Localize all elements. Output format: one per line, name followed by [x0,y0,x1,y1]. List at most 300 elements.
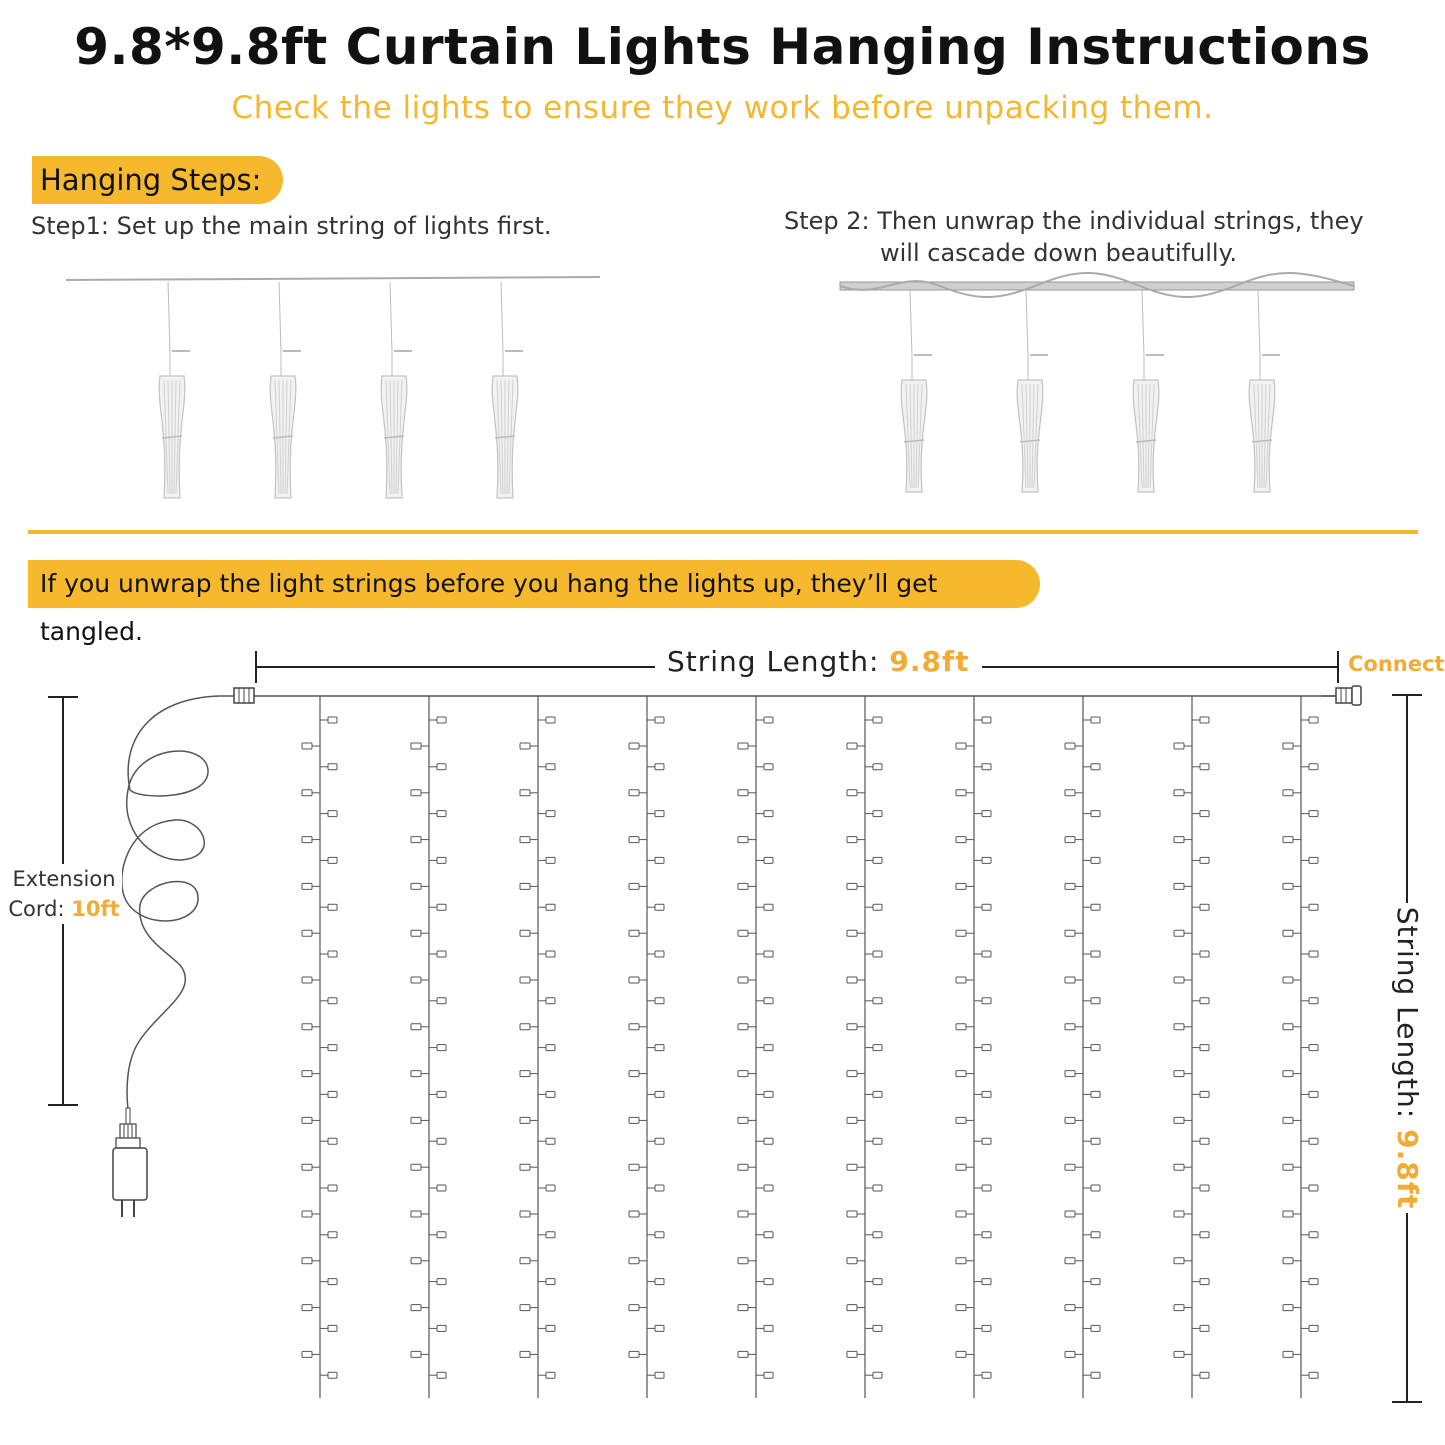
bulb [873,1138,882,1144]
bulb [1174,930,1184,936]
bulb [847,790,857,796]
bulb [411,930,421,936]
bulb [1065,1024,1075,1030]
bulb [655,1232,664,1238]
bulb [328,1091,337,1097]
bulb [873,1279,882,1285]
bulb [1091,857,1100,863]
bulb [956,837,966,843]
bulb [738,1117,748,1123]
bulb [437,904,446,910]
extension-label-text: Cord: [8,897,72,921]
bulb [629,930,639,936]
bulb [546,1325,555,1331]
bulb [411,1211,421,1217]
bulb [1283,883,1293,889]
bulb [982,951,991,957]
light-bundle [270,282,301,498]
bulb [1200,1325,1209,1331]
bulb [520,1071,530,1077]
bulb [738,1211,748,1217]
bulb [1065,1164,1075,1170]
bulb [411,1164,421,1170]
extension-length-value: 10ft [71,897,120,921]
bulb [655,1091,664,1097]
bulb [655,717,664,723]
bulb [847,837,857,843]
bulb [302,790,312,796]
step1-text: Step1: Set up the main string of lights first. [31,212,552,240]
bulb [437,811,446,817]
bulb [1174,1071,1184,1077]
bulb [956,977,966,983]
bulb [437,857,446,863]
bulb [437,1138,446,1144]
bulb [629,743,639,749]
bulb [764,857,773,863]
left-connector [220,688,254,703]
bulb [873,951,882,957]
bulb [1200,951,1209,957]
bulb [738,1071,748,1077]
bulb [437,1279,446,1285]
bulb [1091,717,1100,723]
bulb [1174,1164,1184,1170]
extension-label-line1: Extension [12,867,116,891]
bulb [1200,1045,1209,1051]
bulb [1309,1279,1318,1285]
page-subtitle: Check the lights to ensure they work before unpacking them. [231,90,1214,126]
bulb [302,837,312,843]
bulb [1200,717,1209,723]
curtain-strands [302,696,1318,1398]
bulb [738,977,748,983]
bulb [328,1138,337,1144]
bulb [764,904,773,910]
bulb [328,857,337,863]
bulb [1283,743,1293,749]
curtain-strand [520,696,555,1398]
bulb [546,1279,555,1285]
bulb [437,1045,446,1051]
light-bundle [381,282,412,498]
step2-bundles [901,290,1280,492]
bulb [982,1325,991,1331]
bulb [302,743,312,749]
bulb [1174,790,1184,796]
bulb [847,1211,857,1217]
bulb [738,837,748,843]
bulb [1309,1232,1318,1238]
bulb [873,717,882,723]
bulb [764,811,773,817]
bulb [873,1185,882,1191]
bulb [956,1024,966,1030]
bulb [655,998,664,1004]
right-connector [1322,686,1361,705]
bulb [873,811,882,817]
bulb [847,1024,857,1030]
extension-cord-label [6,864,122,924]
bulb [764,717,773,723]
bulb [1200,998,1209,1004]
bulb [1091,1279,1100,1285]
bulb [328,1185,337,1191]
bulb [328,904,337,910]
bulb [520,743,530,749]
bulb [764,998,773,1004]
bulb [1283,1024,1293,1030]
bulb [302,1164,312,1170]
bulb [982,1279,991,1285]
bulb [1309,1185,1318,1191]
bulb [1174,1351,1184,1357]
bulb [1174,1024,1184,1030]
bulb [328,811,337,817]
bulb [411,1117,421,1123]
bulb [1200,1279,1209,1285]
bulb [411,1258,421,1264]
tangle-warning: If you unwrap the light strings before you hang the lights up, they’ll get tangled. [28,560,1040,608]
bulb [328,951,337,957]
bulb [1309,904,1318,910]
bulb [956,930,966,936]
bulb [1091,1185,1100,1191]
bulb [738,1164,748,1170]
bulb [411,1351,421,1357]
vertical-string-length-text: String Length: [1391,906,1424,1130]
bulb [520,977,530,983]
bulb [956,1258,966,1264]
bulb [738,1305,748,1311]
bulb [629,977,639,983]
bulb [1200,1091,1209,1097]
bulb [1309,1325,1318,1331]
bulb [738,1258,748,1264]
bulb [1065,743,1075,749]
bulb [956,883,966,889]
bulb [847,1305,857,1311]
bulb [629,883,639,889]
bulb [764,1091,773,1097]
bulb [1283,1258,1293,1264]
bulb [1091,1091,1100,1097]
bulb [629,1024,639,1030]
light-bundle [1249,290,1280,492]
bulb [520,883,530,889]
bulb [956,1211,966,1217]
bulb [873,904,882,910]
bulb [302,1305,312,1311]
bulb [655,904,664,910]
bulb [437,717,446,723]
vertical-string-length-label [1387,903,1427,1213]
bulb [1309,811,1318,817]
bulb [1283,1305,1293,1311]
bulb [546,951,555,957]
bulb [546,904,555,910]
bulb [738,1351,748,1357]
bulb [520,930,530,936]
bulb [1309,1138,1318,1144]
bulb [1174,743,1184,749]
bulb [764,1279,773,1285]
curtain-strand [629,696,664,1398]
bulb [655,1325,664,1331]
light-bundle [492,282,523,498]
bulb [302,1258,312,1264]
bulb [1065,977,1075,983]
bulb [546,998,555,1004]
bulb [1174,1258,1184,1264]
bulb [738,790,748,796]
bulb [847,977,857,983]
bulb [1174,883,1184,889]
bulb [873,1232,882,1238]
bulb [1174,837,1184,843]
bulb [520,1211,530,1217]
bulb [328,1325,337,1331]
bulb [982,1185,991,1191]
bulb [1174,977,1184,983]
bulb [847,930,857,936]
bulb [873,1325,882,1331]
bulb [302,1351,312,1357]
bulb [520,1117,530,1123]
bulb [437,1232,446,1238]
bulb [1091,1138,1100,1144]
bulb [437,998,446,1004]
bulb [1091,951,1100,957]
bulb [982,764,991,770]
string-length-text: String Length: [667,645,890,678]
bulb [546,811,555,817]
bulb [1200,1138,1209,1144]
bulb [1065,837,1075,843]
light-bundle [159,282,190,498]
bulb [1065,1258,1075,1264]
step1-main-string [66,277,600,280]
bulb [1309,857,1318,863]
bulb [956,1117,966,1123]
bulb [629,1351,639,1357]
bulb [411,1024,421,1030]
bulb [629,837,639,843]
bulb [1065,1211,1075,1217]
bulb [982,857,991,863]
bulb [629,790,639,796]
bulb [302,1071,312,1077]
bulb [520,790,530,796]
bulb [1065,790,1075,796]
bulb [411,883,421,889]
bulb [520,1305,530,1311]
curtain-strand [738,696,773,1398]
bulb [873,764,882,770]
bulb [1091,904,1100,910]
bulb [847,1117,857,1123]
step1-bundles [159,282,523,498]
bulb [1091,1045,1100,1051]
bulb [546,1138,555,1144]
bulb [1283,930,1293,936]
bulb [302,1024,312,1030]
bulb [1309,1372,1318,1378]
bulb [1283,1117,1293,1123]
bulb [655,857,664,863]
bulb [655,1372,664,1378]
bulb [764,1232,773,1238]
bulb [546,1232,555,1238]
bulb [1283,790,1293,796]
bulb [956,790,966,796]
bulb [411,977,421,983]
bulb [1200,904,1209,910]
extension-label-line2 [6,894,122,924]
power-adapter [113,1108,147,1217]
bulb [764,1138,773,1144]
bulb [520,1351,530,1357]
bulb [1065,883,1075,889]
bulb [655,1185,664,1191]
bulb [956,1164,966,1170]
bulb [411,743,421,749]
string-length-value: 9.8ft [889,645,970,678]
bulb [1091,1372,1100,1378]
page-title: 9.8*9.8ft Curtain Lights Hanging Instructions [74,18,1371,76]
bulb [1065,1071,1075,1077]
bulb [546,1091,555,1097]
bulb [437,1091,446,1097]
hanging-steps-heading: Hanging Steps: [32,156,283,204]
bulb [328,1372,337,1378]
bulb [956,1351,966,1357]
bulb [873,1045,882,1051]
bulb [302,1211,312,1217]
bulb [437,1372,446,1378]
bulb [546,1185,555,1191]
bulb [546,1372,555,1378]
bulb [302,883,312,889]
bulb [655,1138,664,1144]
bulb [847,1351,857,1357]
bulb [655,811,664,817]
curtain-strand [1065,696,1100,1398]
bulb [956,743,966,749]
bulb [1065,1351,1075,1357]
bulb [1200,1232,1209,1238]
bulb [764,1185,773,1191]
bulb [873,1372,882,1378]
bulb [956,1305,966,1311]
bulb [546,764,555,770]
extension-cord [122,696,220,1110]
bulb [1091,811,1100,817]
bulb [520,1164,530,1170]
bulb [520,1258,530,1264]
bulb [873,1091,882,1097]
bulb [629,1164,639,1170]
bulb [411,1305,421,1311]
step2-rod [840,282,1354,290]
bulb [764,1045,773,1051]
curtain-strand [1174,696,1209,1398]
bulb [328,717,337,723]
bulb [738,743,748,749]
bulb [1309,951,1318,957]
step2-line1: Step 2: Then unwrap the individual strings, they [784,207,1364,235]
bulb [738,883,748,889]
bulb [764,951,773,957]
curtain-strand [956,696,991,1398]
bulb [1174,1211,1184,1217]
bulb [873,998,882,1004]
curtain-strand [847,696,882,1398]
bulb [1283,1351,1293,1357]
bulb [1200,857,1209,863]
bulb [847,1071,857,1077]
bulb [328,1279,337,1285]
bulb [1200,1372,1209,1378]
bulb [1309,998,1318,1004]
bulb [411,837,421,843]
bulb [847,1164,857,1170]
bulb [546,1045,555,1051]
bulb [1200,1185,1209,1191]
bulb [982,1232,991,1238]
bulb [1200,811,1209,817]
bulb [1283,977,1293,983]
bulb [328,1045,337,1051]
bulb [982,998,991,1004]
bulb [302,930,312,936]
bulb [1091,764,1100,770]
curtain-strand [302,696,337,1398]
bulb [982,717,991,723]
curtain-strand [411,696,446,1398]
bulb [655,1045,664,1051]
bulb [520,1024,530,1030]
bulb [982,1091,991,1097]
bulb [655,1279,664,1285]
bulb [629,1071,639,1077]
bulb [1309,1091,1318,1097]
bulb [629,1211,639,1217]
bulb [847,883,857,889]
bulb [1091,1232,1100,1238]
bulb [655,951,664,957]
bulb [1174,1117,1184,1123]
bulb [629,1117,639,1123]
bulb [1174,1305,1184,1311]
step2-line2: will cascade down beautifully. [880,239,1237,267]
bulb [437,951,446,957]
bulb [1309,717,1318,723]
bulb [764,764,773,770]
bulb [738,1024,748,1030]
bulb [655,764,664,770]
connect-label: Connect [1348,652,1445,676]
bulb [982,1372,991,1378]
bulb [1283,837,1293,843]
bulb [982,904,991,910]
string-length-label [655,645,982,678]
bulb [328,1232,337,1238]
bulb [1200,764,1209,770]
bulb [1065,1305,1075,1311]
bulb [546,717,555,723]
bulb [328,764,337,770]
